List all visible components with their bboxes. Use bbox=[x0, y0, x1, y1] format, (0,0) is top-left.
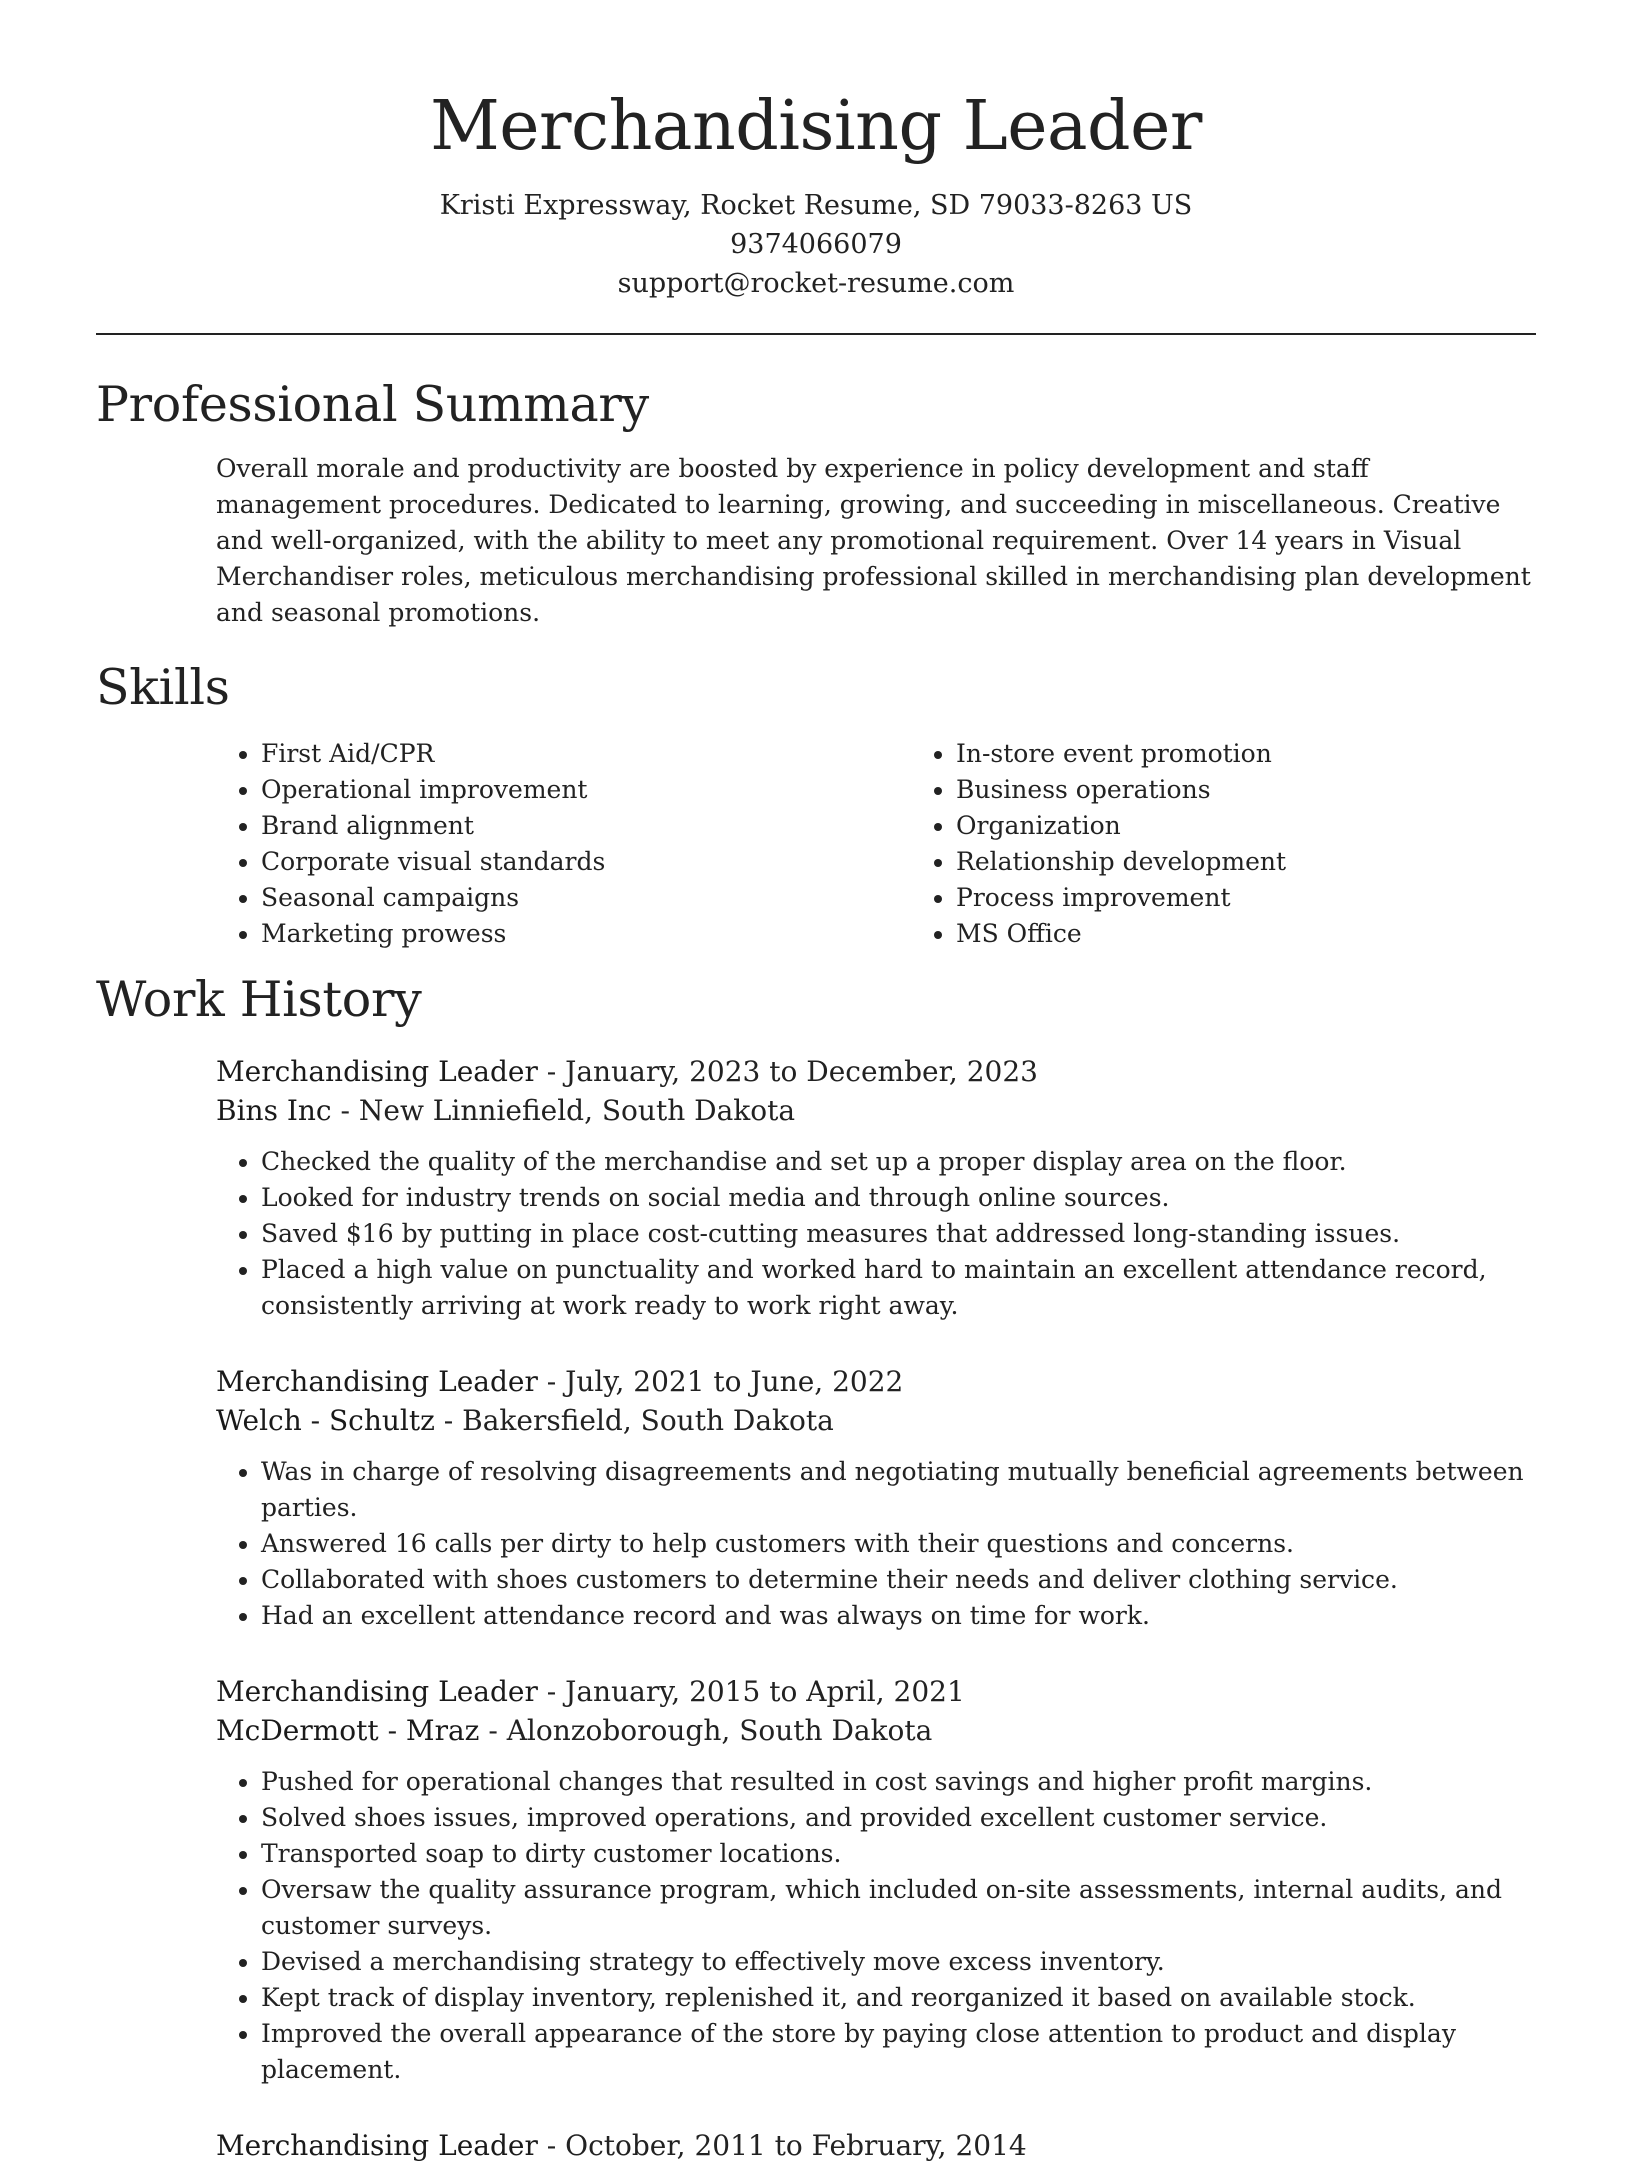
job-bullet: • Transported soap to dirty customer locations. bbox=[261, 1836, 1536, 1872]
skills-heading: Skills bbox=[96, 659, 230, 716]
job-bullet: • Was in charge of resolving disagreements and negotiating mutually beneficial agreements between parties. bbox=[261, 1454, 1536, 1526]
summary-heading: Professional Summary bbox=[96, 376, 649, 433]
job-entry bbox=[216, 1052, 1536, 1324]
skill-item: • Corporate visual standards bbox=[261, 844, 911, 880]
summary-section bbox=[96, 373, 1536, 631]
contact-email: support@rocket-resume.com bbox=[617, 268, 1015, 299]
skills-list-right bbox=[911, 736, 1606, 952]
job-bullet: • Kept track of display inventory, replenished it, and reorganized it based on available stock. bbox=[261, 1980, 1536, 2016]
skill-item: • Relationship development bbox=[956, 844, 1606, 880]
job-company: Bins Inc bbox=[216, 1094, 332, 1127]
job-company: Welch - Schultz bbox=[216, 1404, 435, 1437]
job-bullet: • Solved shoes issues, improved operations, and provided excellent customer service. bbox=[261, 1800, 1536, 1836]
skill-item: • MS Office bbox=[956, 916, 1606, 952]
job-bullet: • Collaborated with shoes customers to determine their needs and deliver clothing service. bbox=[261, 1562, 1536, 1598]
header-divider bbox=[96, 333, 1536, 335]
job-title-line bbox=[216, 1672, 1536, 1711]
job-entry bbox=[216, 1362, 1536, 1634]
job-company-line bbox=[216, 1711, 1536, 1750]
job-bullet: • Oversaw the quality assurance program, which included on-site assessments, internal audits, and customer surveys. bbox=[261, 1872, 1536, 1944]
job-title-line bbox=[216, 1052, 1536, 1091]
job-bullet: • Checked the quality of the merchandise and set up a proper display area on the floor. bbox=[261, 1144, 1536, 1180]
job-bullet: • Devised a merchandising strategy to effectively move excess inventory. bbox=[261, 1944, 1536, 1980]
job-title-line bbox=[216, 1362, 1536, 1401]
job-title: Merchandising Leader bbox=[216, 1055, 538, 1088]
work-history-heading: Work History bbox=[96, 971, 422, 1028]
candidate-title: Merchandising Leader bbox=[430, 87, 1202, 166]
job-bullet: • Pushed for operational changes that resulted in cost savings and higher profit margins. bbox=[261, 1764, 1536, 1800]
job-bullet: • Had an excellent attendance record and was always on time for work. bbox=[261, 1598, 1536, 1634]
job-bullet: • Looked for industry trends on social media and through online sources. bbox=[261, 1180, 1536, 1216]
job-title: Merchandising Leader bbox=[216, 1675, 538, 1708]
job-bullets bbox=[216, 1764, 1536, 2088]
resume-page bbox=[96, 0, 1536, 2165]
job-company-line bbox=[216, 1401, 1536, 1440]
skills-list-left bbox=[216, 736, 911, 952]
skill-item: • Marketing prowess bbox=[261, 916, 911, 952]
work-history-section bbox=[96, 968, 1536, 2165]
job-dates: - January, 2023 to December, 2023 bbox=[537, 1055, 1038, 1088]
skill-item: • First Aid/CPR bbox=[261, 736, 911, 772]
job-location: - Bakersfield, South Dakota bbox=[434, 1404, 834, 1437]
job-bullets bbox=[216, 1144, 1536, 1324]
job-dates: - October, 2011 to February, 2014 bbox=[537, 2129, 1027, 2162]
summary-text: Overall morale and productivity are boosted by experience in policy development and staff management procedures. Dedicated to learning, growing, and succeeding in miscellaneous. Creative and well-organized, with the ability to meet any promotional requirement. Over 14 years in Visual Merchandiser roles, meticulous merchandising professional skilled in merchandising plan development and seasonal promotions. bbox=[216, 454, 1531, 627]
skill-item: • Process improvement bbox=[956, 880, 1606, 916]
job-location: - Alonzoborough, South Dakota bbox=[479, 1714, 933, 1747]
job-dates: - January, 2015 to April, 2021 bbox=[537, 1675, 965, 1708]
job-entry bbox=[216, 2126, 1536, 2165]
job-title: Merchandising Leader bbox=[216, 1365, 538, 1398]
contact-block bbox=[96, 186, 1536, 303]
job-company: McDermott - Mraz bbox=[216, 1714, 480, 1747]
skill-item: • Organization bbox=[956, 808, 1606, 844]
skills-columns bbox=[216, 736, 1536, 952]
job-bullet: • Improved the overall appearance of the store by paying close attention to product and display placement. bbox=[261, 2016, 1536, 2088]
contact-phone: 9374066079 bbox=[730, 229, 902, 260]
job-dates: - July, 2021 to June, 2022 bbox=[537, 1365, 904, 1398]
skill-item: • Operational improvement bbox=[261, 772, 911, 808]
skills-section bbox=[96, 656, 1536, 952]
resume-header bbox=[96, 82, 1536, 303]
job-entry bbox=[216, 1672, 1536, 2088]
skill-item: • Seasonal campaigns bbox=[261, 880, 911, 916]
job-company-line bbox=[216, 1091, 1536, 1130]
job-location: - New Linniefield, South Dakota bbox=[331, 1094, 796, 1127]
job-title: Merchandising Leader bbox=[216, 2129, 538, 2162]
skill-item: • Brand alignment bbox=[261, 808, 911, 844]
contact-address: Kristi Expressway, Rocket Resume, SD 79033-8263 US bbox=[439, 190, 1193, 221]
job-title-line bbox=[216, 2126, 1536, 2165]
job-bullet: • Answered 16 calls per dirty to help customers with their questions and concerns. bbox=[261, 1526, 1536, 1562]
job-bullet: • Placed a high value on punctuality and worked hard to maintain an excellent attendance record, consistently arriving at work ready to work right away. bbox=[261, 1252, 1536, 1324]
skill-item: • Business operations bbox=[956, 772, 1606, 808]
job-bullet: • Saved $16 by putting in place cost-cutting measures that addressed long-standing issues. bbox=[261, 1216, 1536, 1252]
skill-item: • In-store event promotion bbox=[956, 736, 1606, 772]
job-bullets bbox=[216, 1454, 1536, 1634]
